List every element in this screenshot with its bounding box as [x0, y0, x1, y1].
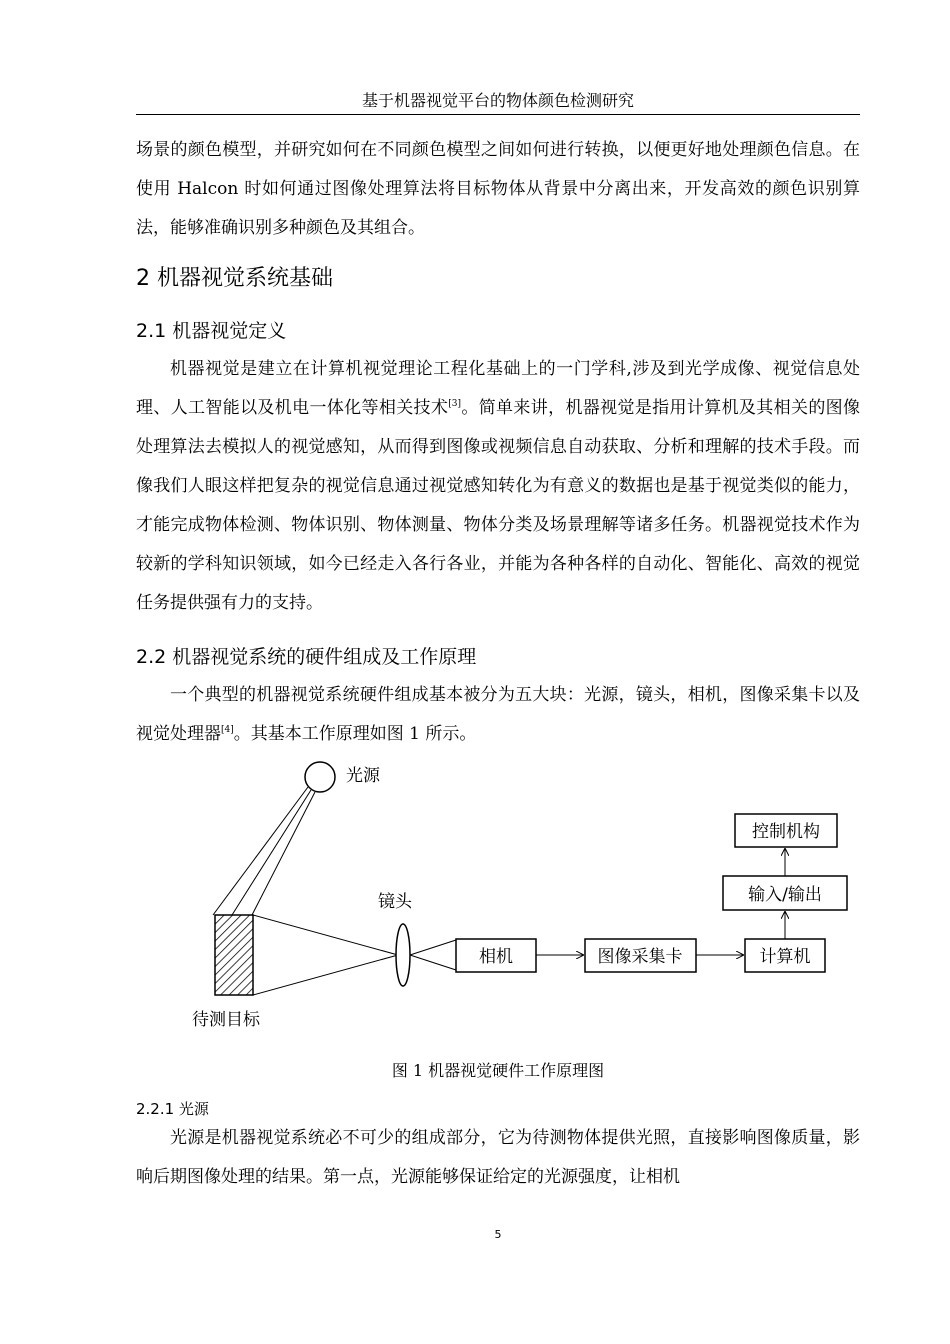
header-rule	[136, 114, 860, 115]
optical-path	[253, 915, 398, 955]
citation-3: [3]	[448, 399, 462, 409]
io-label: 输入/输出	[748, 885, 822, 905]
camera-label: 相机	[479, 947, 513, 967]
target-label: 待测目标	[192, 1010, 260, 1030]
citation-4: [4]	[221, 725, 234, 735]
computer-label: 计算机	[759, 947, 811, 967]
section-2-2-paragraph	[136, 676, 860, 754]
lens-label: 镜头	[378, 892, 412, 912]
section-2-2-1-heading: 2.2.1 光源	[136, 1100, 209, 1118]
hardware-diagram	[180, 755, 860, 1045]
running-header: 基于机器视觉平台的物体颜色检测研究	[361, 91, 634, 110]
optical-path	[410, 955, 456, 970]
control-label: 控制机构	[752, 822, 820, 842]
section-2-2-1-paragraph	[136, 1119, 860, 1197]
section-2-heading: 2 机器视觉系统基础	[136, 266, 333, 291]
light-ray	[213, 787, 308, 915]
capture-card-label: 图像采集卡	[597, 947, 683, 967]
intro-text: 场景的颜色模型，并研究如何在不同颜色模型之间如何进行转换，以便更好地处理颜色信息。在使用 Halcon 时如何通过图像处理算法将目标物体从背景中分离出来，开发高效的颜色识别算法，能够准确识别多种颜色及其组合。	[136, 140, 860, 238]
optical-path	[253, 955, 398, 995]
section-2-1-heading: 2.1 机器视觉定义	[136, 320, 287, 342]
optical-path	[410, 940, 456, 955]
section-2-2-1-text: 光源是机器视觉系统必不可少的组成部分，它为待测物体提供光照，直接影响图像质量，影响后期图像处理的结果。第一点，光源能够保证给定的光源强度，让相机	[136, 1128, 860, 1187]
section-2-2-text-a: 一个典型的机器视觉系统硬件组成基本被分为五大块：光源，镜头，相机，图像采集卡以及视觉处理器	[136, 685, 860, 744]
light-source-icon	[305, 762, 335, 792]
section-2-1-text-b: 。简单来讲，机器视觉是指用计算机及其相关的图像处理算法去模拟人的视觉感知，从而得到图像或视频信息自动获取、分析和理解的技术手段。而像我们人眼这样把复杂的视觉信息通过视觉感知转化为有意义的数据也是基于视觉类似的能力，才能完成物体检测、物体识别、物体测量、物体分类及场景理解等诸多任务。机器视觉技术作为较新的学科知识领域，如今已经走入各行各业，并能为各种各样的自动化、智能化、高效的视觉任务提供强有力的支持。	[136, 398, 861, 613]
section-2-2-text-b: 。其基本工作原理如图 1 所示。	[233, 724, 477, 744]
intro-paragraph	[136, 131, 860, 248]
light-ray	[232, 790, 311, 915]
figure-1	[180, 755, 860, 1045]
page-number: 5	[494, 1228, 502, 1241]
section-2-1-paragraph	[136, 350, 860, 623]
light-source-label: 光源	[346, 766, 380, 786]
light-ray	[252, 792, 315, 915]
section-2-2-heading: 2.2 机器视觉系统的硬件组成及工作原理	[136, 646, 477, 668]
lens-icon	[396, 924, 410, 986]
figure-caption: 图 1 机器视觉硬件工作原理图	[391, 1061, 605, 1080]
target-object	[215, 915, 253, 995]
section-2-1-text-a: 机器视觉是建立在计算机视觉理论工程化基础上的一门学科,涉及到光学成像、视觉信息处理、人工智能以及机电一体化等相关技术	[136, 359, 860, 418]
